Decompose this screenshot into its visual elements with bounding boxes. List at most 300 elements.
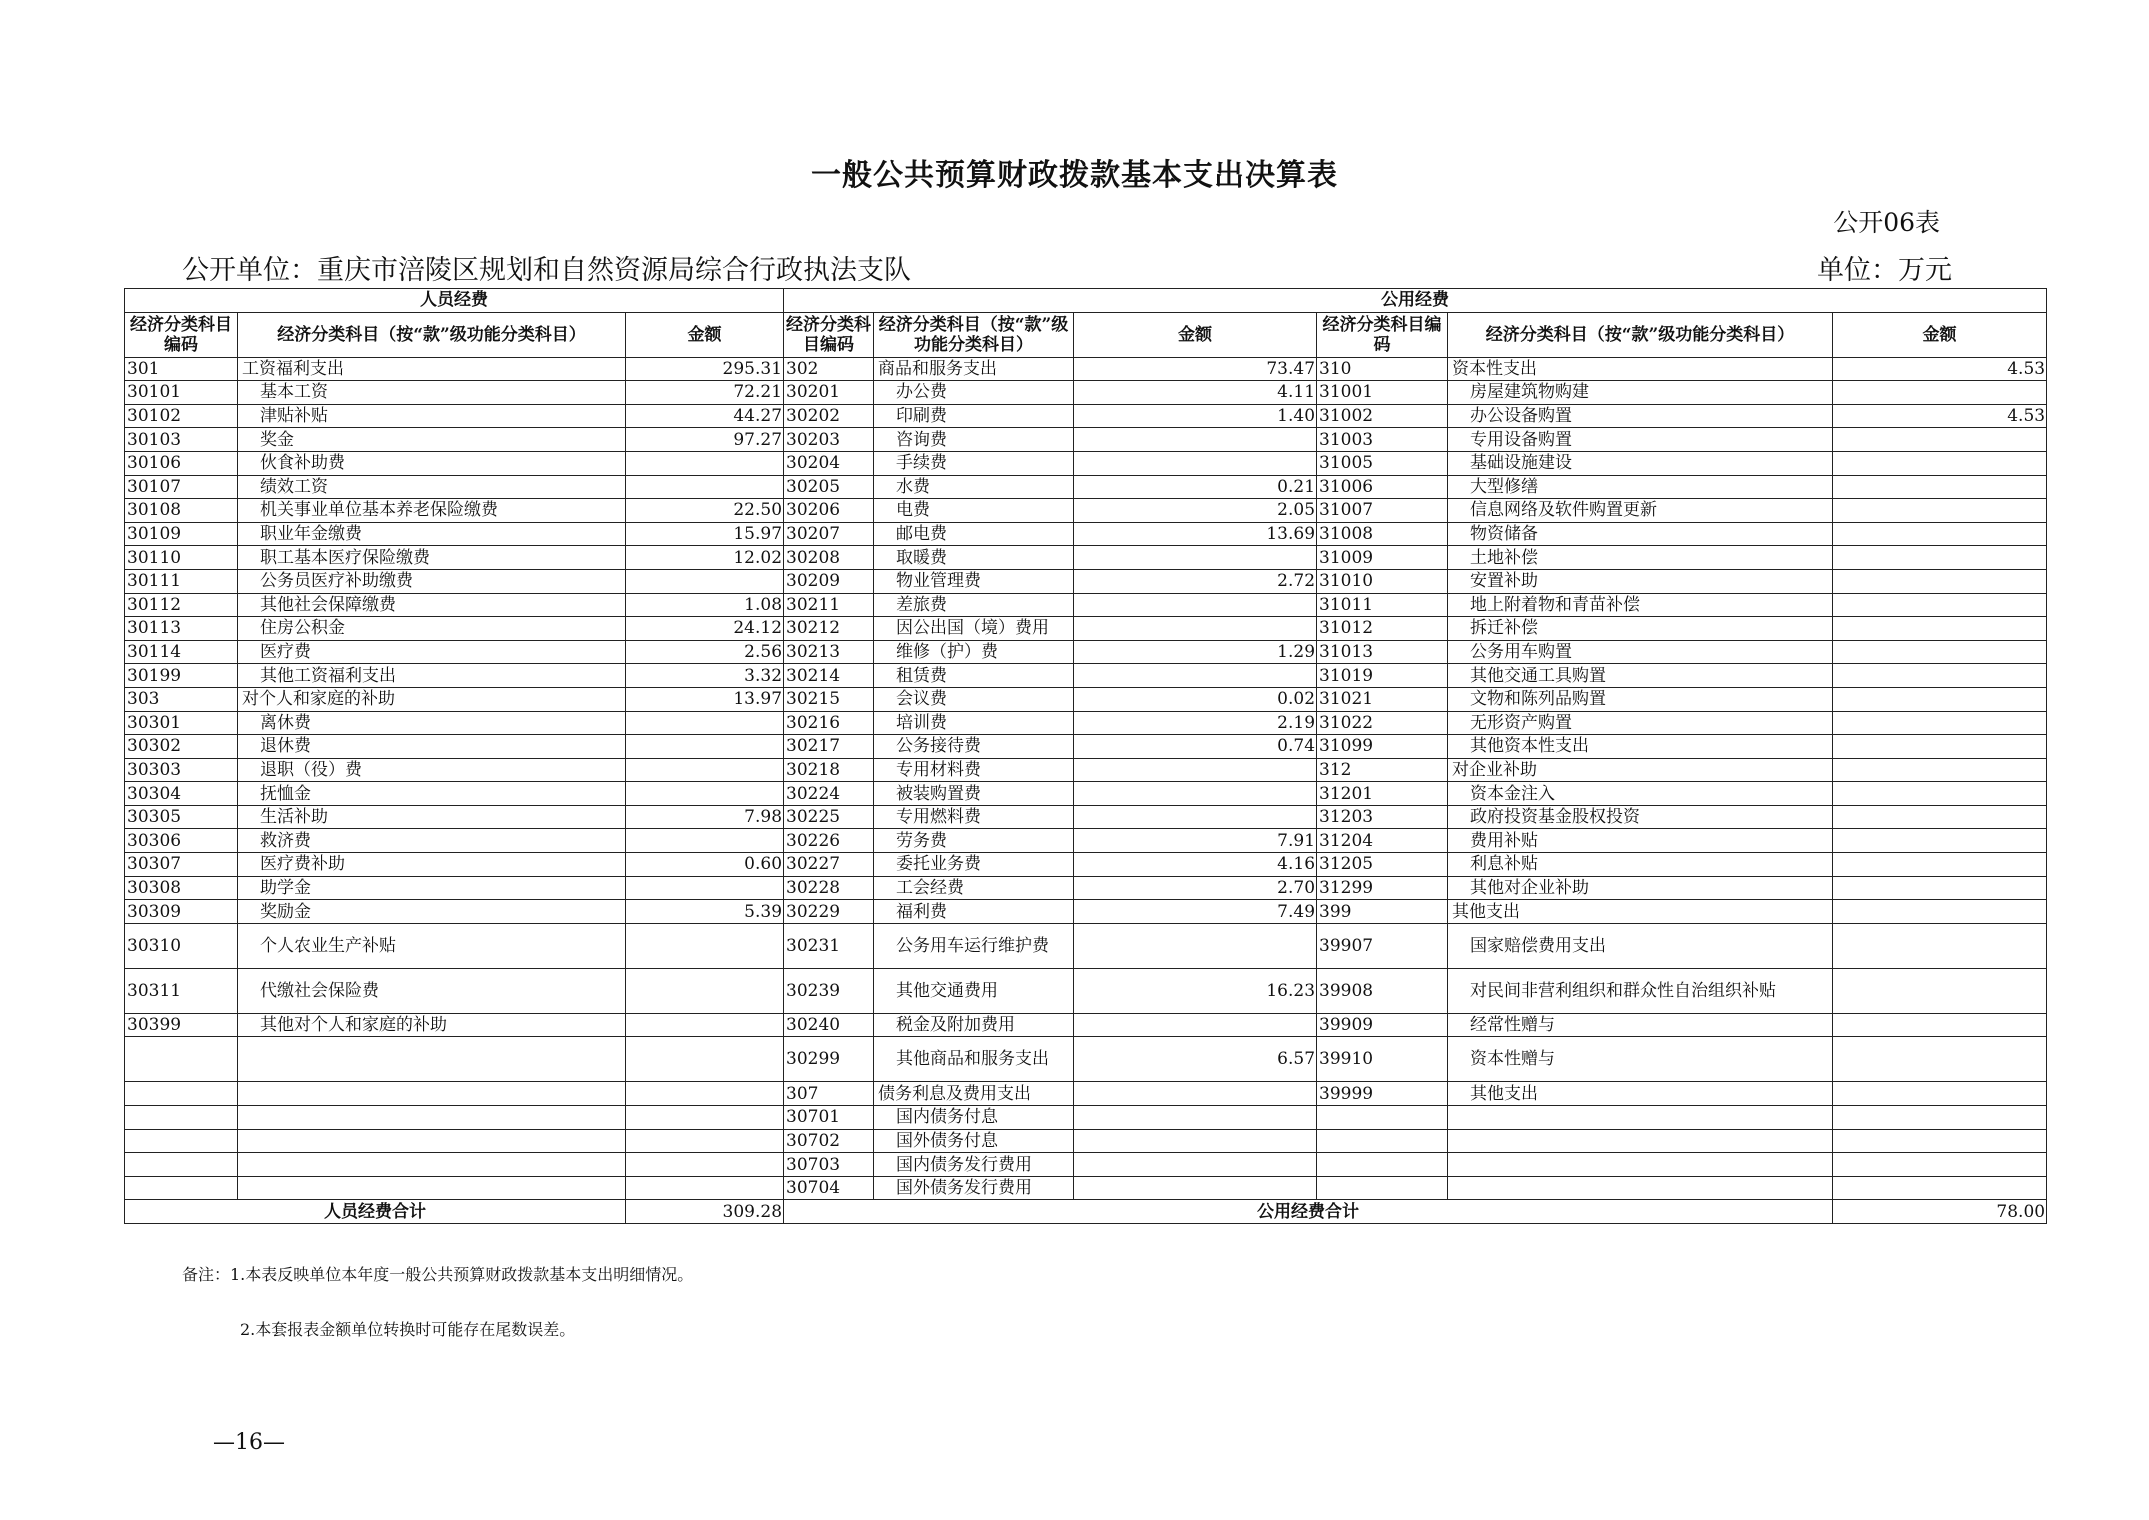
cell-name: 绩效工资 [238,475,626,499]
cell-code: 30107 [125,475,238,499]
table-row [125,900,2047,924]
cell-name: 国家赔偿费用支出 [1448,923,1833,968]
cell-name: 会议费 [874,687,1074,711]
cell-amount [1074,428,1317,452]
cell-code: 30227 [784,853,874,877]
cell-code: 31203 [1317,805,1448,829]
cell-name: 维修（护）费 [874,640,1074,664]
cell-name: 福利费 [874,900,1074,924]
cell-code: 30113 [125,617,238,641]
column-header-row [125,312,2047,357]
cell-name: 其他工资福利支出 [238,664,626,688]
cell-code: 30309 [125,900,238,924]
cell-amount: 4.16 [1074,853,1317,877]
cell-name: 其他资本性支出 [1448,735,1833,759]
cell-code [1317,1153,1448,1177]
cell-amount [1074,1176,1317,1200]
cell-code: 30226 [784,829,874,853]
cell-code: 312 [1317,758,1448,782]
cell-amount [1833,569,2047,593]
cell-amount: 7.98 [626,805,784,829]
cell-amount [1833,381,2047,405]
cell-name [1448,1106,1833,1130]
cell-code: 30229 [784,900,874,924]
cell-amount [626,829,784,853]
cell-code: 30217 [784,735,874,759]
page-title: 一般公共预算财政拨款基本支出决算表 [811,158,1338,193]
cell-amount [1833,1129,2047,1153]
cell-amount: 2.19 [1074,711,1317,735]
cell-name: 安置补助 [1448,569,1833,593]
cell-code: 30305 [125,805,238,829]
cell-amount: 24.12 [626,617,784,641]
cell-name: 物业管理费 [874,569,1074,593]
cell-name: 住房公积金 [238,617,626,641]
cell-amount: 0.21 [1074,475,1317,499]
cell-amount [1833,923,2047,968]
cell-code: 30110 [125,546,238,570]
cell-name: 机关事业单位基本养老保险缴费 [238,499,626,523]
cell-name: 退职（役）费 [238,758,626,782]
table-row [125,522,2047,546]
header-name: 经济分类科目（按“款”级功能分类科目） [874,312,1074,357]
cell-amount: 3.32 [626,664,784,688]
reporting-unit: 公开单位：重庆市涪陵区规划和自然资源局综合行政执法支队 [182,255,911,286]
cell-code: 30103 [125,428,238,452]
total-personnel-amount: 309.28 [626,1200,784,1224]
cell-amount [626,735,784,759]
total-row [125,1200,2047,1224]
cell-code: 31021 [1317,687,1448,711]
cell-code [125,1176,238,1200]
cell-name: 职工基本医疗保险缴费 [238,546,626,570]
total-personnel-label: 人员经费合计 [125,1200,626,1224]
cell-amount [1833,711,2047,735]
cell-name: 伙食补助费 [238,451,626,475]
cell-code: 39910 [1317,1037,1448,1082]
table-row [125,876,2047,900]
cell-name: 津贴补贴 [238,404,626,428]
cell-name: 离休费 [238,711,626,735]
table-row [125,687,2047,711]
cell-amount [1833,853,2047,877]
header-code: 经济分类科目编码 [125,312,238,357]
cell-name: 专用设备购置 [1448,428,1833,452]
cell-amount [1833,499,2047,523]
cell-name: 基础设施建设 [1448,451,1833,475]
cell-code: 31008 [1317,522,1448,546]
cell-amount: 0.74 [1074,735,1317,759]
cell-amount: 7.91 [1074,829,1317,853]
cell-amount: 4.11 [1074,381,1317,405]
cell-amount [1833,1153,2047,1177]
cell-code: 30224 [784,782,874,806]
cell-name [1448,1153,1833,1177]
cell-code: 30218 [784,758,874,782]
cell-amount [1074,1153,1317,1177]
cell-code: 39999 [1317,1082,1448,1106]
table-row [125,546,2047,570]
cell-name: 电费 [874,499,1074,523]
cell-name: 公务用车运行维护费 [874,923,1074,968]
cell-amount [626,569,784,593]
cell-code: 30114 [125,640,238,664]
expenditure-table [124,288,2047,1224]
cell-name [238,1176,626,1200]
cell-amount: 44.27 [626,404,784,428]
cell-name: 因公出国（境）费用 [874,617,1074,641]
table-row [125,1106,2047,1130]
cell-code: 30306 [125,829,238,853]
cell-amount [1833,546,2047,570]
cell-amount: 13.69 [1074,522,1317,546]
cell-code: 31002 [1317,404,1448,428]
cell-amount [1833,687,2047,711]
cell-amount [1833,617,2047,641]
cell-name: 对企业补助 [1448,758,1833,782]
cell-code: 30204 [784,451,874,475]
cell-name: 劳务费 [874,829,1074,853]
cell-code [1317,1106,1448,1130]
cell-code: 30308 [125,876,238,900]
cell-amount [1833,782,2047,806]
cell-name: 办公设备购置 [1448,404,1833,428]
cell-code: 30225 [784,805,874,829]
header-amount: 金额 [1833,312,2047,357]
cell-code: 30206 [784,499,874,523]
cell-amount [1074,758,1317,782]
group-header-row [125,289,2047,313]
table-row [125,593,2047,617]
cell-name: 资本金注入 [1448,782,1833,806]
cell-name [1448,1129,1833,1153]
cell-amount [1833,1106,2047,1130]
table-row [125,1153,2047,1177]
cell-amount [1833,1176,2047,1200]
table-row [125,1129,2047,1153]
cell-name: 个人农业生产补贴 [238,923,626,968]
cell-name: 其他对个人和家庭的补助 [238,1013,626,1037]
cell-code: 31201 [1317,782,1448,806]
cell-name: 政府投资基金股权投资 [1448,805,1833,829]
cell-code: 30209 [784,569,874,593]
cell-code: 30208 [784,546,874,570]
cell-name: 经常性赠与 [1448,1013,1833,1037]
cell-amount: 4.53 [1833,357,2047,381]
cell-name: 奖金 [238,428,626,452]
cell-code: 310 [1317,357,1448,381]
cell-name: 大型修缮 [1448,475,1833,499]
cell-name: 助学金 [238,876,626,900]
cell-code: 31099 [1317,735,1448,759]
cell-name: 差旅费 [874,593,1074,617]
cell-amount [1074,593,1317,617]
cell-name: 公务员医疗补助缴费 [238,569,626,593]
cell-name: 医疗费 [238,640,626,664]
cell-name: 无形资产购置 [1448,711,1833,735]
cell-code [1317,1129,1448,1153]
cell-amount: 22.50 [626,499,784,523]
table-row [125,829,2047,853]
cell-code: 30199 [125,664,238,688]
cell-code: 31013 [1317,640,1448,664]
cell-amount [1074,664,1317,688]
currency-unit: 单位：万元 [1817,255,1952,286]
cell-code [125,1153,238,1177]
cell-amount: 2.70 [1074,876,1317,900]
cell-amount [1074,546,1317,570]
cell-code: 31003 [1317,428,1448,452]
cell-name: 代缴社会保险费 [238,968,626,1013]
cell-amount [626,451,784,475]
page-number: —16— [213,1430,285,1455]
cell-name: 其他支出 [1448,1082,1833,1106]
cell-amount [1833,968,2047,1013]
cell-name: 咨询费 [874,428,1074,452]
table-row [125,711,2047,735]
cell-name: 手续费 [874,451,1074,475]
cell-amount: 16.23 [1074,968,1317,1013]
cell-code: 30106 [125,451,238,475]
cell-amount [626,923,784,968]
cell-amount [626,1129,784,1153]
group-public: 公用经费 [784,289,2047,313]
cell-code: 30102 [125,404,238,428]
cell-name [238,1082,626,1106]
cell-name: 办公费 [874,381,1074,405]
cell-amount [626,1082,784,1106]
table-row [125,357,2047,381]
note-1: 备注：1.本表反映单位本年度一般公共预算财政拨款基本支出明细情况。 [182,1265,694,1284]
cell-code: 30303 [125,758,238,782]
table-row [125,1013,2047,1037]
cell-code: 30211 [784,593,874,617]
cell-name: 土地补偿 [1448,546,1833,570]
cell-name: 其他对企业补助 [1448,876,1833,900]
cell-amount: 2.72 [1074,569,1317,593]
cell-amount [1833,1013,2047,1037]
cell-name: 工资福利支出 [238,357,626,381]
cell-code: 307 [784,1082,874,1106]
table-row [125,853,2047,877]
cell-name: 邮电费 [874,522,1074,546]
cell-amount: 5.39 [626,900,784,924]
cell-name [238,1129,626,1153]
cell-amount: 0.60 [626,853,784,877]
cell-name: 对民间非营利组织和群众性自治组织补贴 [1448,968,1833,1013]
cell-name: 资本性支出 [1448,357,1833,381]
table-row [125,1176,2047,1200]
header-name: 经济分类科目（按“款”级功能分类科目） [1448,312,1833,357]
cell-code: 30108 [125,499,238,523]
cell-code: 30203 [784,428,874,452]
cell-code: 30310 [125,923,238,968]
cell-name: 物资储备 [1448,522,1833,546]
cell-code: 30112 [125,593,238,617]
cell-code [125,1082,238,1106]
cell-code: 30228 [784,876,874,900]
cell-code: 31205 [1317,853,1448,877]
cell-name: 公务用车购置 [1448,640,1833,664]
cell-code: 30215 [784,687,874,711]
cell-name: 其他交通工具购置 [1448,664,1833,688]
header-name: 经济分类科目（按“款”级功能分类科目） [238,312,626,357]
cell-name: 培训费 [874,711,1074,735]
table-row [125,499,2047,523]
cell-name: 国内债务付息 [874,1106,1074,1130]
cell-code: 31299 [1317,876,1448,900]
cell-amount: 7.49 [1074,900,1317,924]
form-number: 公开06表 [1833,208,1940,237]
cell-name [1448,1176,1833,1200]
cell-name: 国外债务发行费用 [874,1176,1074,1200]
cell-name: 医疗费补助 [238,853,626,877]
cell-code: 30703 [784,1153,874,1177]
table-row [125,664,2047,688]
cell-code: 30101 [125,381,238,405]
cell-code: 30207 [784,522,874,546]
cell-code: 31001 [1317,381,1448,405]
table-row [125,640,2047,664]
cell-amount [1074,1129,1317,1153]
cell-name: 文物和陈列品购置 [1448,687,1833,711]
cell-amount [1833,735,2047,759]
header-amount: 金额 [1074,312,1317,357]
table-row [125,923,2047,968]
table-row [125,617,2047,641]
table-row [125,381,2047,405]
cell-amount [1833,475,2047,499]
cell-amount [1074,782,1317,806]
cell-name: 资本性赠与 [1448,1037,1833,1082]
cell-name: 公务接待费 [874,735,1074,759]
cell-code: 30213 [784,640,874,664]
cell-amount [1833,805,2047,829]
table-row [125,735,2047,759]
cell-code: 30702 [784,1129,874,1153]
total-public-amount: 78.00 [1833,1200,2047,1224]
table-row [125,404,2047,428]
header-amount: 金额 [626,312,784,357]
cell-name: 抚恤金 [238,782,626,806]
cell-amount: 13.97 [626,687,784,711]
cell-amount [626,1176,784,1200]
cell-amount [1833,451,2047,475]
cell-code: 30212 [784,617,874,641]
cell-amount [626,758,784,782]
cell-code [125,1129,238,1153]
cell-code: 31009 [1317,546,1448,570]
cell-name: 商品和服务支出 [874,357,1074,381]
cell-name [238,1153,626,1177]
cell-code: 30205 [784,475,874,499]
cell-name: 房屋建筑物购建 [1448,381,1833,405]
cell-amount [1833,522,2047,546]
cell-amount: 1.40 [1074,404,1317,428]
cell-name: 拆迁补偿 [1448,617,1833,641]
cell-code: 30701 [784,1106,874,1130]
table-row [125,451,2047,475]
cell-code [1317,1176,1448,1200]
cell-name: 被装购置费 [874,782,1074,806]
cell-amount [626,1013,784,1037]
cell-name: 职业年金缴费 [238,522,626,546]
cell-amount [1074,1082,1317,1106]
cell-name [238,1037,626,1082]
table-row [125,782,2047,806]
cell-amount [626,876,784,900]
cell-name: 工会经费 [874,876,1074,900]
cell-code: 30111 [125,569,238,593]
cell-code: 399 [1317,900,1448,924]
cell-amount: 2.05 [1074,499,1317,523]
header-code: 经济分类科目编码 [784,312,874,357]
cell-code: 30304 [125,782,238,806]
cell-name: 基本工资 [238,381,626,405]
cell-code: 31022 [1317,711,1448,735]
cell-code: 30704 [784,1176,874,1200]
cell-code: 31012 [1317,617,1448,641]
cell-code: 30302 [125,735,238,759]
cell-amount [626,1153,784,1177]
cell-amount: 1.29 [1074,640,1317,664]
total-public-label: 公用经费合计 [784,1200,1833,1224]
cell-code: 30239 [784,968,874,1013]
cell-name: 其他商品和服务支出 [874,1037,1074,1082]
cell-amount [1833,1082,2047,1106]
table-row [125,569,2047,593]
cell-amount [1833,876,2047,900]
cell-amount: 15.97 [626,522,784,546]
cell-amount: 0.02 [1074,687,1317,711]
cell-code: 30216 [784,711,874,735]
cell-code: 30202 [784,404,874,428]
cell-code: 30399 [125,1013,238,1037]
cell-name: 水费 [874,475,1074,499]
table-row [125,968,2047,1013]
cell-code [125,1037,238,1082]
cell-code: 30311 [125,968,238,1013]
note-2: 2.本套报表金额单位转换时可能存在尾数误差。 [240,1320,576,1339]
cell-code: 31011 [1317,593,1448,617]
cell-amount [1833,640,2047,664]
cell-code: 30214 [784,664,874,688]
table-row [125,805,2047,829]
cell-code [125,1106,238,1130]
cell-amount [1833,1037,2047,1082]
cell-name: 租赁费 [874,664,1074,688]
cell-name: 专用燃料费 [874,805,1074,829]
cell-name: 委托业务费 [874,853,1074,877]
cell-name: 退休费 [238,735,626,759]
cell-name: 生活补助 [238,805,626,829]
cell-amount: 6.57 [1074,1037,1317,1082]
cell-amount [626,475,784,499]
cell-amount: 72.21 [626,381,784,405]
cell-amount [1074,923,1317,968]
cell-amount [626,711,784,735]
cell-code: 30240 [784,1013,874,1037]
cell-amount [1833,593,2047,617]
cell-amount: 2.56 [626,640,784,664]
table-row [125,1082,2047,1106]
cell-amount [1833,900,2047,924]
cell-amount [1074,1013,1317,1037]
cell-amount [1833,428,2047,452]
cell-amount: 295.31 [626,357,784,381]
table-row [125,428,2047,452]
cell-amount [1833,758,2047,782]
